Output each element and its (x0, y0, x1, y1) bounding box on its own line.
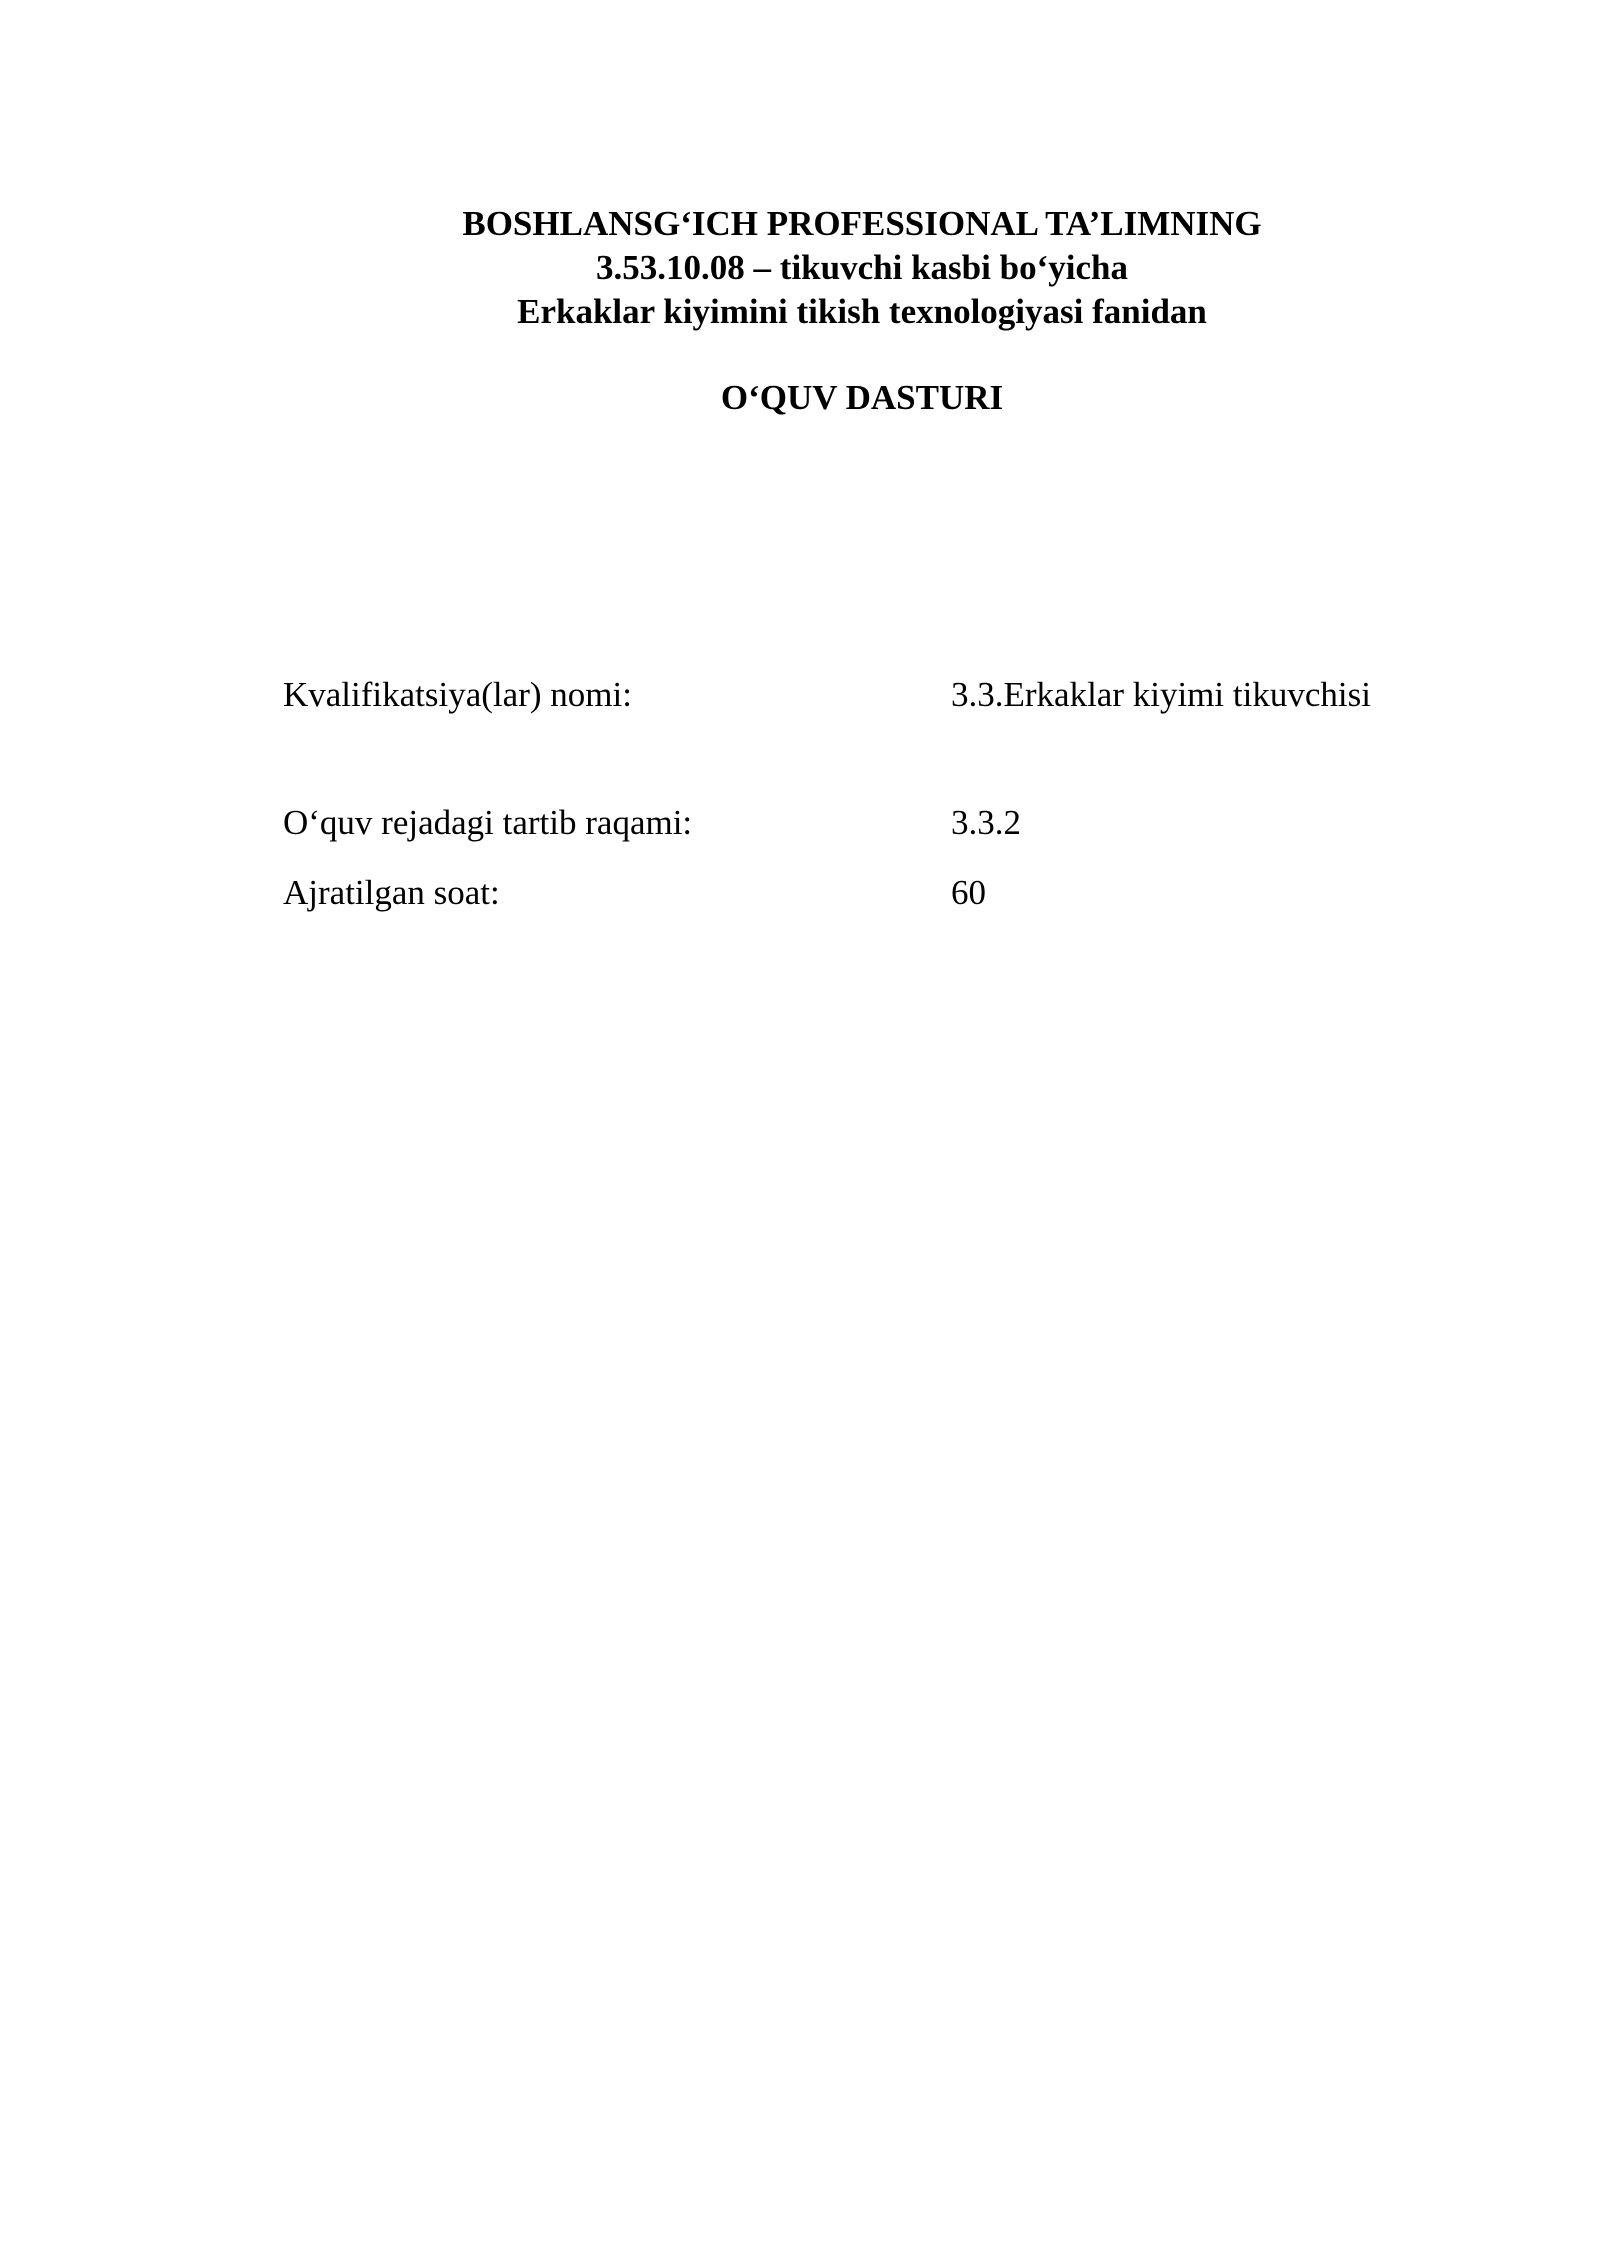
allocated-hours-label: Ajratilgan soat: (283, 873, 500, 912)
document-header (0, 202, 1600, 334)
curriculum-number-value: 3.3.2 (951, 803, 1021, 842)
document-title: O‘QUV DASTURI (720, 378, 1004, 417)
header-line-1: BOSHLANSG‘ICH PROFESSIONAL TA’LIMNING (462, 204, 1262, 243)
qualification-label: Kvalifikatsiya(lar) nomi: (283, 675, 632, 714)
curriculum-number-label: O‘quv rejadagi tartib raqami: (283, 803, 693, 842)
allocated-hours-value: 60 (951, 873, 986, 912)
header-line-3: Erkaklar kiyimini tikish texnologiyasi fanidan (517, 292, 1207, 331)
header-line-2: 3.53.10.08 – tikuvchi kasbi bo‘yicha (596, 248, 1128, 287)
qualification-value: 3.3.Erkaklar kiyimi tikuvchisi (951, 675, 1371, 714)
